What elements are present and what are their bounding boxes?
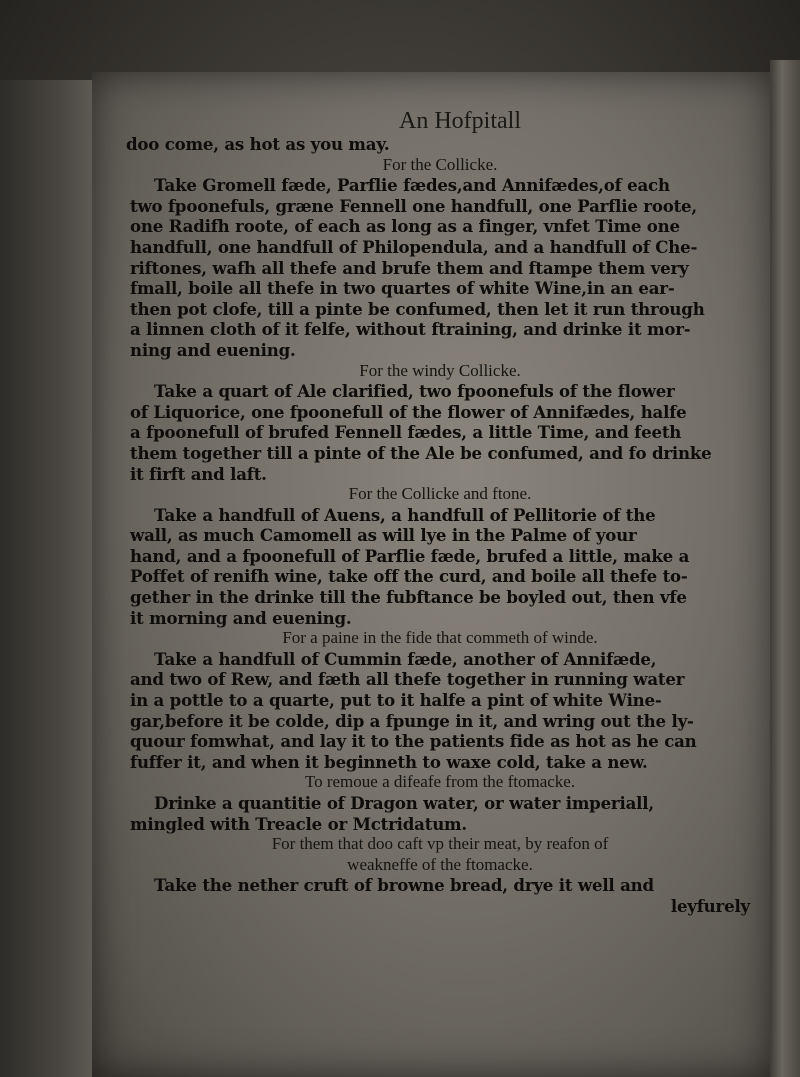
text-line: wall, as much Camomell as will lye in the Palme of your bbox=[130, 525, 637, 546]
text-line: Take a handfull of Auens, a handfull of Pellitorie of the bbox=[154, 504, 656, 525]
text-line: mingled with Treacle or Mctridatum. bbox=[130, 813, 467, 834]
section-heading: For a paine in the fide that commeth of winde. bbox=[282, 628, 598, 648]
section-heading: To remoue a difeafe from the ftomacke. bbox=[304, 772, 576, 792]
text-line: it firft and laft. bbox=[130, 463, 267, 484]
page-text-block bbox=[126, 108, 750, 917]
text-line: in a pottle to a quarte, put to it halfe a pint of white Wine- bbox=[130, 690, 662, 711]
text-line: ning and euening. bbox=[130, 339, 296, 360]
text-line: and two of Rew, and fæth all thefe together in running water bbox=[130, 669, 685, 690]
section-heading: For them that doo caft vp their meat, by reafon of bbox=[271, 834, 609, 854]
text-line: gether in the drinke till the fubftance be boyled out, then vfe bbox=[130, 587, 687, 608]
text-line: hand, and a fpoonefull of Parflie fæde, brufed a little, make a bbox=[130, 545, 690, 566]
left-page-margin bbox=[0, 80, 92, 1077]
text-line: Take a handfull of Cummin fæde, another of Annifæde, bbox=[154, 648, 657, 669]
recipe-section bbox=[130, 772, 750, 834]
right-page-edge bbox=[770, 60, 800, 1077]
text-line: Poffet of renifh wine, take off the curd, and boile all thefe to- bbox=[130, 566, 688, 587]
opening-line: doo come, as hot as you may. bbox=[126, 134, 390, 154]
section-heading: For the Collicke. bbox=[382, 154, 498, 174]
running-header: An Hofpitall bbox=[399, 108, 521, 134]
recipe-section bbox=[130, 834, 750, 896]
text-line: Take a quart of Ale clarified, two fpoonefuls of the flower bbox=[154, 381, 675, 402]
recipe-section bbox=[130, 361, 750, 485]
recipe-section bbox=[130, 484, 750, 628]
text-line: riftones, wafh all thefe and brufe them and ftampe them very bbox=[130, 257, 689, 278]
section-heading: weakneffe of the ftomacke. bbox=[347, 854, 533, 874]
text-line: handfull, one handfull of Philopendula, and a handfull of Che- bbox=[130, 236, 698, 257]
text-line: fmall, boile all thefe in two quartes of white Wine,in an ear- bbox=[130, 278, 675, 299]
text-line: two fpoonefuls, græne Fennell one handfull, one Parflie roote, bbox=[130, 195, 697, 216]
text-line: gar,before it be colde, dip a fpunge in it, and wring out the ly- bbox=[130, 710, 694, 731]
text-line: a fpoonefull of brufed Fennell fædes, a little Time, and feeth bbox=[130, 422, 682, 443]
text-line: one Radifh roote, of each as long as a finger, vnfet Time one bbox=[130, 216, 680, 237]
text-line: a linnen cloth of it felfe, without ftraining, and drinke it mor- bbox=[130, 319, 691, 340]
text-line: Take the nether cruft of browne bread, drye it well and bbox=[154, 875, 654, 896]
recipe-section bbox=[130, 628, 750, 772]
text-line: of Liquorice, one fpoonefull of the flower of Annifædes, halfe bbox=[130, 401, 687, 422]
text-line: Take Gromell fæde, Parflie fædes,and Annifædes,of each bbox=[154, 175, 670, 196]
text-line: Drinke a quantitie of Dragon water, or water imperiall, bbox=[154, 793, 654, 813]
text-line: then pot clofe, till a pinte be confumed, then let it run through bbox=[130, 298, 705, 319]
section-heading: For the Collicke and ftone. bbox=[348, 484, 532, 504]
text-line: fuffer it, and when it beginneth to waxe cold, take a new. bbox=[130, 751, 648, 772]
recipe-sections bbox=[130, 155, 750, 896]
text-line: them together till a pinte of the Ale be confumed, and fo drinke bbox=[130, 442, 712, 463]
section-heading: For the windy Collicke. bbox=[359, 360, 521, 380]
catchword: leyfurely bbox=[670, 895, 750, 916]
recipe-section bbox=[130, 155, 750, 361]
text-line: it morning and euening. bbox=[130, 607, 352, 628]
text-line: quour fomwhat, and lay it to the patients fide as hot as he can bbox=[130, 731, 697, 752]
